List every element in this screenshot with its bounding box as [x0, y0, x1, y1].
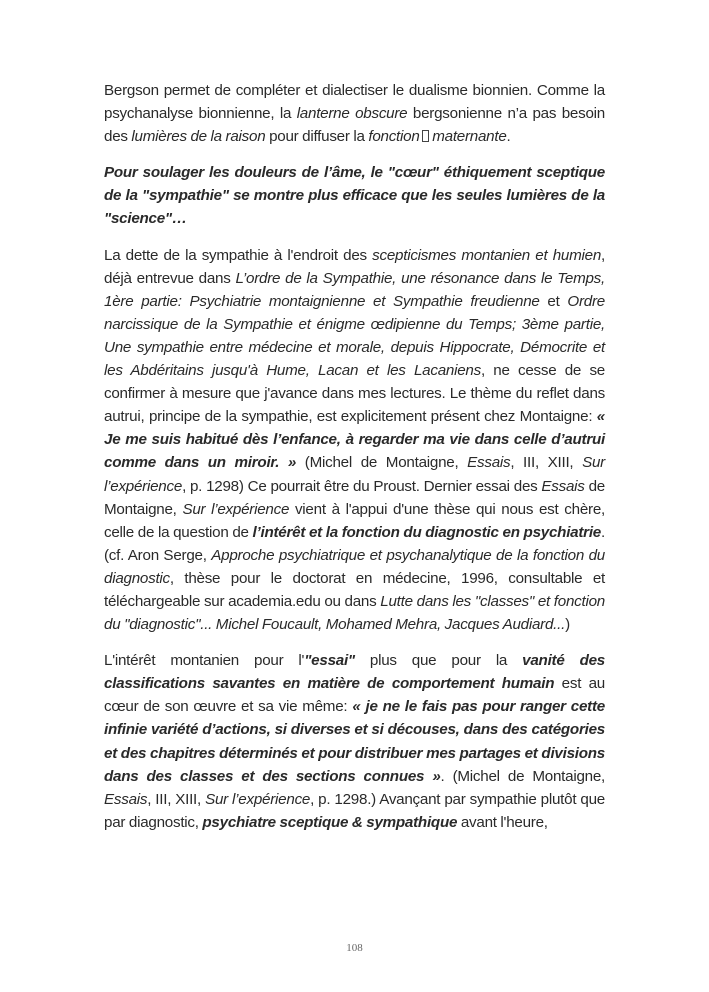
quote-run: « je ne le fais pas pour ranger cette infinie variété d’actions, si diverses et si découses, dans des catégories et des chapitres déterminés et pour distribuer mes partages et divisions dans des classes et des sections connues »: [104, 698, 605, 785]
document-body: [104, 79, 605, 847]
paragraph-2-lead: Pour soulager les douleurs de l’âme, le "cœur" éthiquement sceptique de la "sympathie" se montre plus efficace que les seules lumières de la "science"…: [104, 164, 605, 228]
paragraph-1: [104, 79, 605, 148]
italic-run: lumières de la raison: [131, 128, 266, 146]
italic-run: Lutte dans les "classes" et fonction du "diagnostic"... Michel Foucault, Mohamed Mehra, Jacques Audiard...: [104, 592, 605, 634]
italic-run: fonction: [368, 128, 420, 146]
italic-run: Approche psychiatrique et psychanalytique de la fonction du diagnostic: [104, 546, 605, 587]
italic-run: lanterne obscure: [296, 105, 408, 123]
text-run: avant l'heure,: [457, 813, 548, 831]
text-run: vient à l'appui d'une thèse qui nous est chère, celle de la question de: [104, 500, 605, 541]
emphasis-run: psychiatre sceptique & sympathique: [202, 813, 458, 831]
page-number: 108: [346, 942, 363, 954]
text-run: Bergson permet de compléter et dialectiser le dualisme bionnien. Comme la psychanalyse bionnienne, la: [104, 82, 605, 123]
italic-run: Essais: [467, 454, 511, 472]
text-run: , III, XIII,: [510, 454, 583, 472]
text-run: et: [539, 292, 568, 310]
text-run: , p. 1298) Ce pourrait être du Proust. Dernier essai des: [182, 477, 542, 495]
text-run: plus que pour la: [354, 652, 523, 670]
text-run: (Michel de Montaigne,: [296, 454, 468, 472]
text-run: . (cf. Aron Serge,: [104, 523, 605, 564]
text-run: . (Michel de Montaigne,: [440, 767, 605, 785]
text-run: , thèse pour le doctorat en médecine, 1996, consultable et téléchargeable sur academia.edu ou dans: [104, 569, 605, 610]
italic-run: L’ordre de la Sympathie, une résonance dans le Temps, 1ère partie: Psychiatrie montaignienne et Sympathie freudienne: [104, 269, 605, 310]
italic-run: Essais: [104, 790, 148, 808]
text-run: , déjà entrevue dans: [104, 246, 606, 287]
text-run: , p. 1298.) Avançant par sympathie plutôt que par diagnostic,: [104, 790, 605, 831]
text-run: ): [565, 616, 570, 634]
paragraph-4: [104, 649, 605, 834]
text-run: La dette de la sympathie à l'endroit des: [104, 246, 373, 264]
missing-glyph-icon: [422, 130, 429, 142]
text-run: , III, XIII,: [147, 790, 206, 808]
italic-run: maternante: [432, 128, 507, 146]
text-run: .: [506, 128, 511, 146]
text-run: de Montaigne,: [104, 477, 605, 518]
italic-run: Essais: [541, 477, 585, 495]
text-run: , ne cesse de se confirmer à mesure que j'avance dans mes lectures. Le thème du reflet dans autrui, principe de la sympathie, est explicitement présent chez Montaigne:: [104, 362, 605, 426]
emphasis-run: "essai": [304, 652, 355, 670]
italic-run: Sur l’expérience: [104, 454, 605, 495]
text-run: bergsonienne n’a pas besoin des: [104, 105, 605, 146]
quote-run: « Je me suis habitué dès l’enfance, à regarder ma vie dans celle d’autrui comme dans un miroir. »: [104, 408, 605, 472]
paragraph-3: [104, 244, 605, 637]
italic-run: Sur l’expérience: [182, 500, 290, 518]
text-run: pour diffuser la: [265, 128, 369, 146]
text-run: L'intérêt montanien pour l': [104, 652, 305, 670]
emphasis-run: l’intérêt et la fonction du diagnostic en psychiatrie: [252, 523, 601, 541]
text-run: est au cœur de son œuvre et sa vie même:: [104, 675, 605, 716]
italic-run: Sur l’expérience: [205, 790, 311, 808]
italic-run: Ordre narcissique de la Sympathie et énigme œdipienne du Temps; 3ème partie, Une sympathie entre médecine et morale, depuis Hippocrate, Démocrite et les Abdéritains jusqu'à Hume, Lacan et les Lacaniens: [104, 292, 605, 380]
emphasis-run: vanité des classifications savantes en matière de comportement humain: [104, 652, 605, 693]
italic-run: scepticismes montanien et humien: [372, 246, 602, 264]
